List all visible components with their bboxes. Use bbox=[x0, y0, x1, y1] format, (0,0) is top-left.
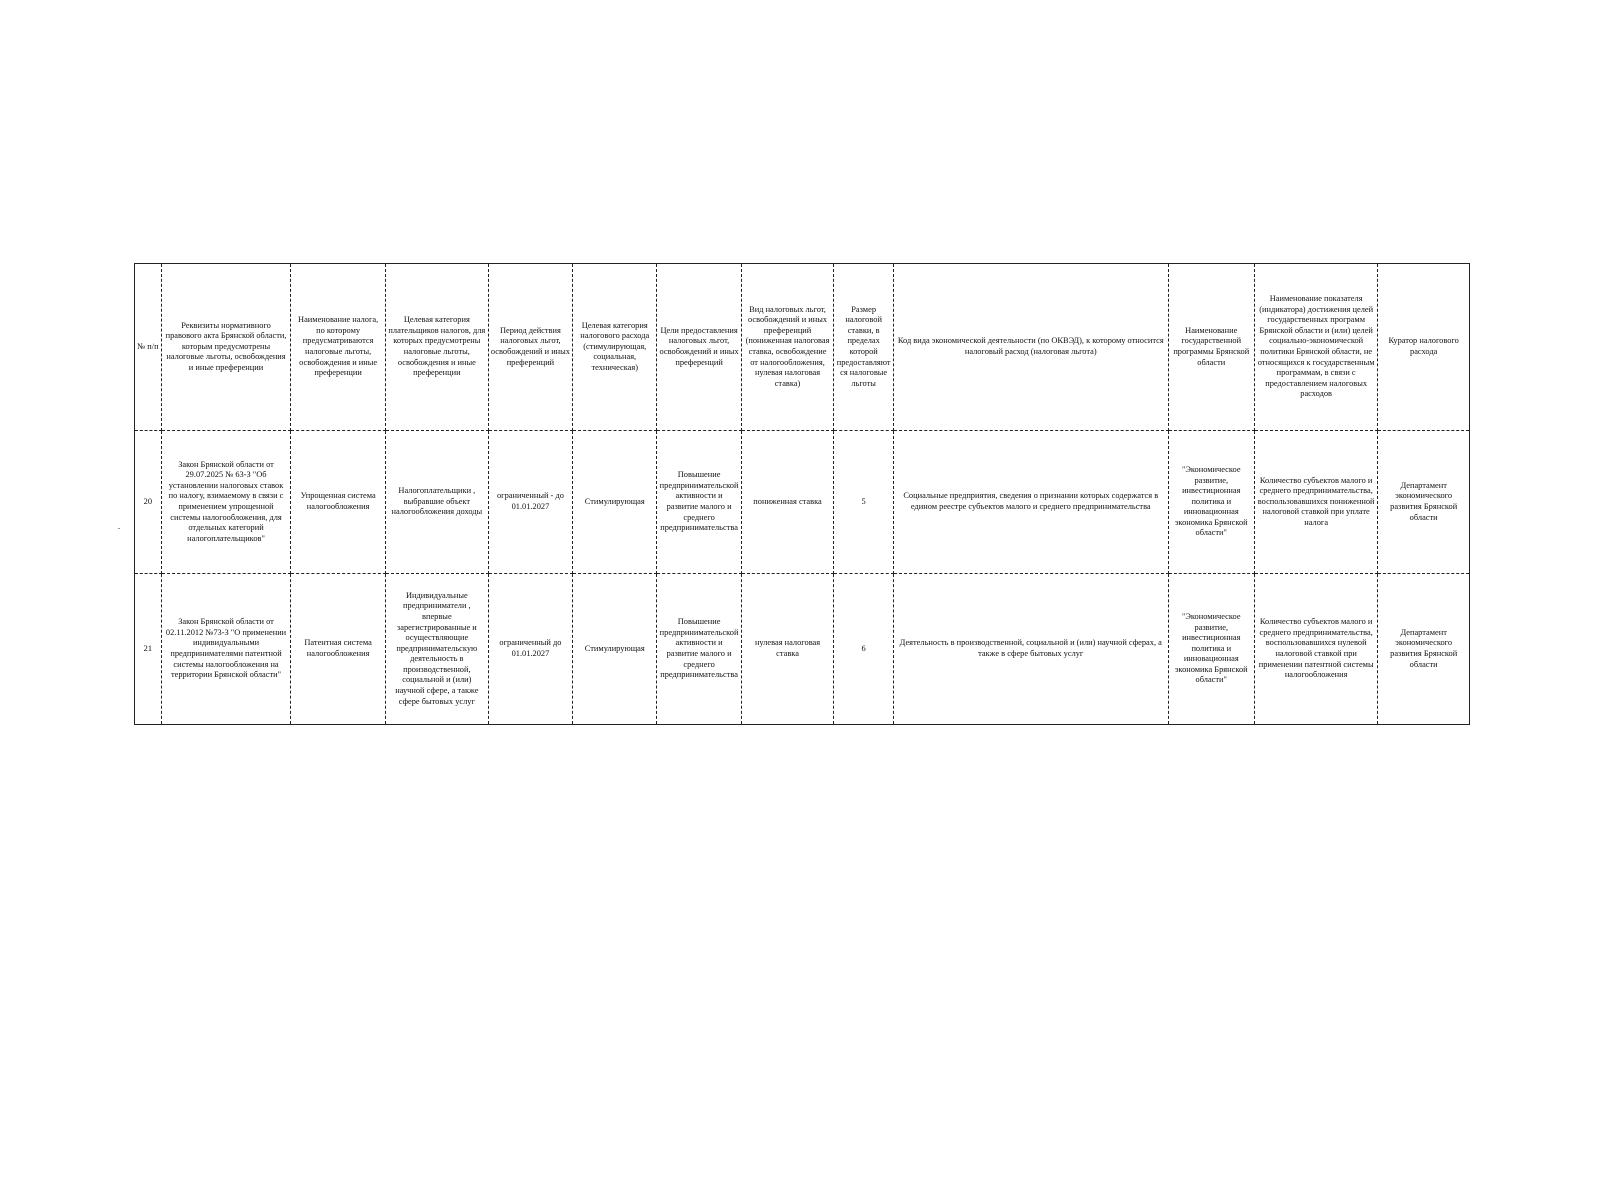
col-header-category: Целевая категория налогового расхода (стимулирующая, социальная, техническая) bbox=[573, 264, 657, 431]
cell-num: 20 bbox=[135, 431, 162, 574]
cell-rate: 6 bbox=[834, 574, 894, 725]
cell-tax-name: Упрощенная система налогообложения bbox=[291, 431, 386, 574]
col-header-indicator: Наименование показателя (индикатора) достижения целей государственных программ Брянской области и (или) целей социально-экономической политики Брянской области, не относящихся к государственным программам, в связи с предоставлением налоговых расходов bbox=[1254, 264, 1377, 431]
table-row bbox=[135, 574, 1470, 725]
cell-goals: Повышение предпринимательской активности и развитие малого и среднего предпринимательства bbox=[657, 431, 741, 574]
col-header-period: Период действия налоговых льгот, освобождений и иных преференций bbox=[488, 264, 572, 431]
cell-target-payers: Налогоплательщики , выбравшие объект налогообложения доходы bbox=[385, 431, 488, 574]
col-header-tax-name: Наименование налога, по которому предусматриваются налоговые льготы, освобождения и иные преференции bbox=[291, 264, 386, 431]
tax-expenditure-sheet bbox=[134, 263, 1470, 725]
cell-program: "Экономическое развитие, инвестиционная политика и инновационная экономика Брянской области" bbox=[1168, 431, 1254, 574]
cell-curator: Департамент экономического развития Брянской области bbox=[1378, 574, 1470, 725]
col-header-rate: Размер налоговой ставки, в пределах которой предоставляются налоговые льготы bbox=[834, 264, 894, 431]
cell-target-payers: Индивидуальные предприниматели , впервые зарегистрированные и осуществляющие предпринимательскую деятельность в производственной, социальной и (или) научной сфере, а также сфере бытовых услуг bbox=[385, 574, 488, 725]
scan-speck bbox=[118, 528, 120, 529]
col-header-curator: Куратор налогового расхода bbox=[1378, 264, 1470, 431]
cell-category: Стимулирующая bbox=[573, 574, 657, 725]
cell-curator: Департамент экономического развития Брянской области bbox=[1378, 431, 1470, 574]
cell-kind: нулевая налоговая ставка bbox=[741, 574, 834, 725]
col-header-program: Наименование государственной программы Брянской области bbox=[1168, 264, 1254, 431]
table-header-row bbox=[135, 264, 1470, 431]
cell-period: ограниченный до 01.01.2027 bbox=[488, 574, 572, 725]
col-header-num: № п/п bbox=[135, 264, 162, 431]
cell-okved: Деятельность в производственной, социальной и (или) научной сферах, а также в сфере бытовых услуг bbox=[893, 574, 1168, 725]
table-row bbox=[135, 431, 1470, 574]
cell-indicator: Количество субъектов малого и среднего предпринимательства, воспользовавшихся пониженной налоговой ставкой при уплате налога bbox=[1254, 431, 1377, 574]
col-header-okved: Код вида экономической деятельности (по ОКВЭД), к которому относится налоговый расход (налоговая льгота) bbox=[893, 264, 1168, 431]
col-header-legal-act: Реквизиты нормативного правового акта Брянской области, которым предусмотрены налоговые льготы, освобождения и иные преференции bbox=[161, 264, 291, 431]
cell-rate: 5 bbox=[834, 431, 894, 574]
col-header-target-payers: Целевая категория плательщиков налогов, для которых предусмотрены налоговые льготы, освобождения и иные преференции bbox=[385, 264, 488, 431]
cell-period: ограниченный - до 01.01.2027 bbox=[488, 431, 572, 574]
cell-program: "Экономическое развитие, инвестиционная политика и инновационная экономика Брянской области" bbox=[1168, 574, 1254, 725]
cell-category: Стимулирующая bbox=[573, 431, 657, 574]
cell-goals: Повышение предпринимательской активности и развитие малого и среднего предпринимательства bbox=[657, 574, 741, 725]
col-header-kind: Вид налоговых льгот, освобождений и иных преференций (пониженная налоговая ставка, освобождение от налогообложения, нулевая налоговая ставка) bbox=[741, 264, 834, 431]
cell-okved: Социальные предприятия, сведения о признании которых содержатся в едином реестре субъектов малого и среднего предпринимательства bbox=[893, 431, 1168, 574]
cell-legal-act: Закон Брянской области от 02.11.2012 №73-З "О применении индивидуальными предпринимателями патентной системы налогообложения на территории Брянской области" bbox=[161, 574, 291, 725]
cell-kind: пониженная ставка bbox=[741, 431, 834, 574]
cell-legal-act: Закон Брянской области от 29.07.2025 № 63-З "Об установлении налоговых ставок по налогу, взимаемому в связи с применением упрощенной системы налогообложения, для отдельных категорий налогоплательщиков" bbox=[161, 431, 291, 574]
col-header-goals: Цели предоставления налоговых льгот, освобождений и иных преференций bbox=[657, 264, 741, 431]
cell-indicator: Количество субъектов малого и среднего предпринимательства, воспользовавшихся нулевой налоговой ставкой при применении патентной системы налогообложения bbox=[1254, 574, 1377, 725]
tax-expenditure-table bbox=[134, 263, 1470, 725]
cell-tax-name: Патентная система налогообложения bbox=[291, 574, 386, 725]
cell-num: 21 bbox=[135, 574, 162, 725]
